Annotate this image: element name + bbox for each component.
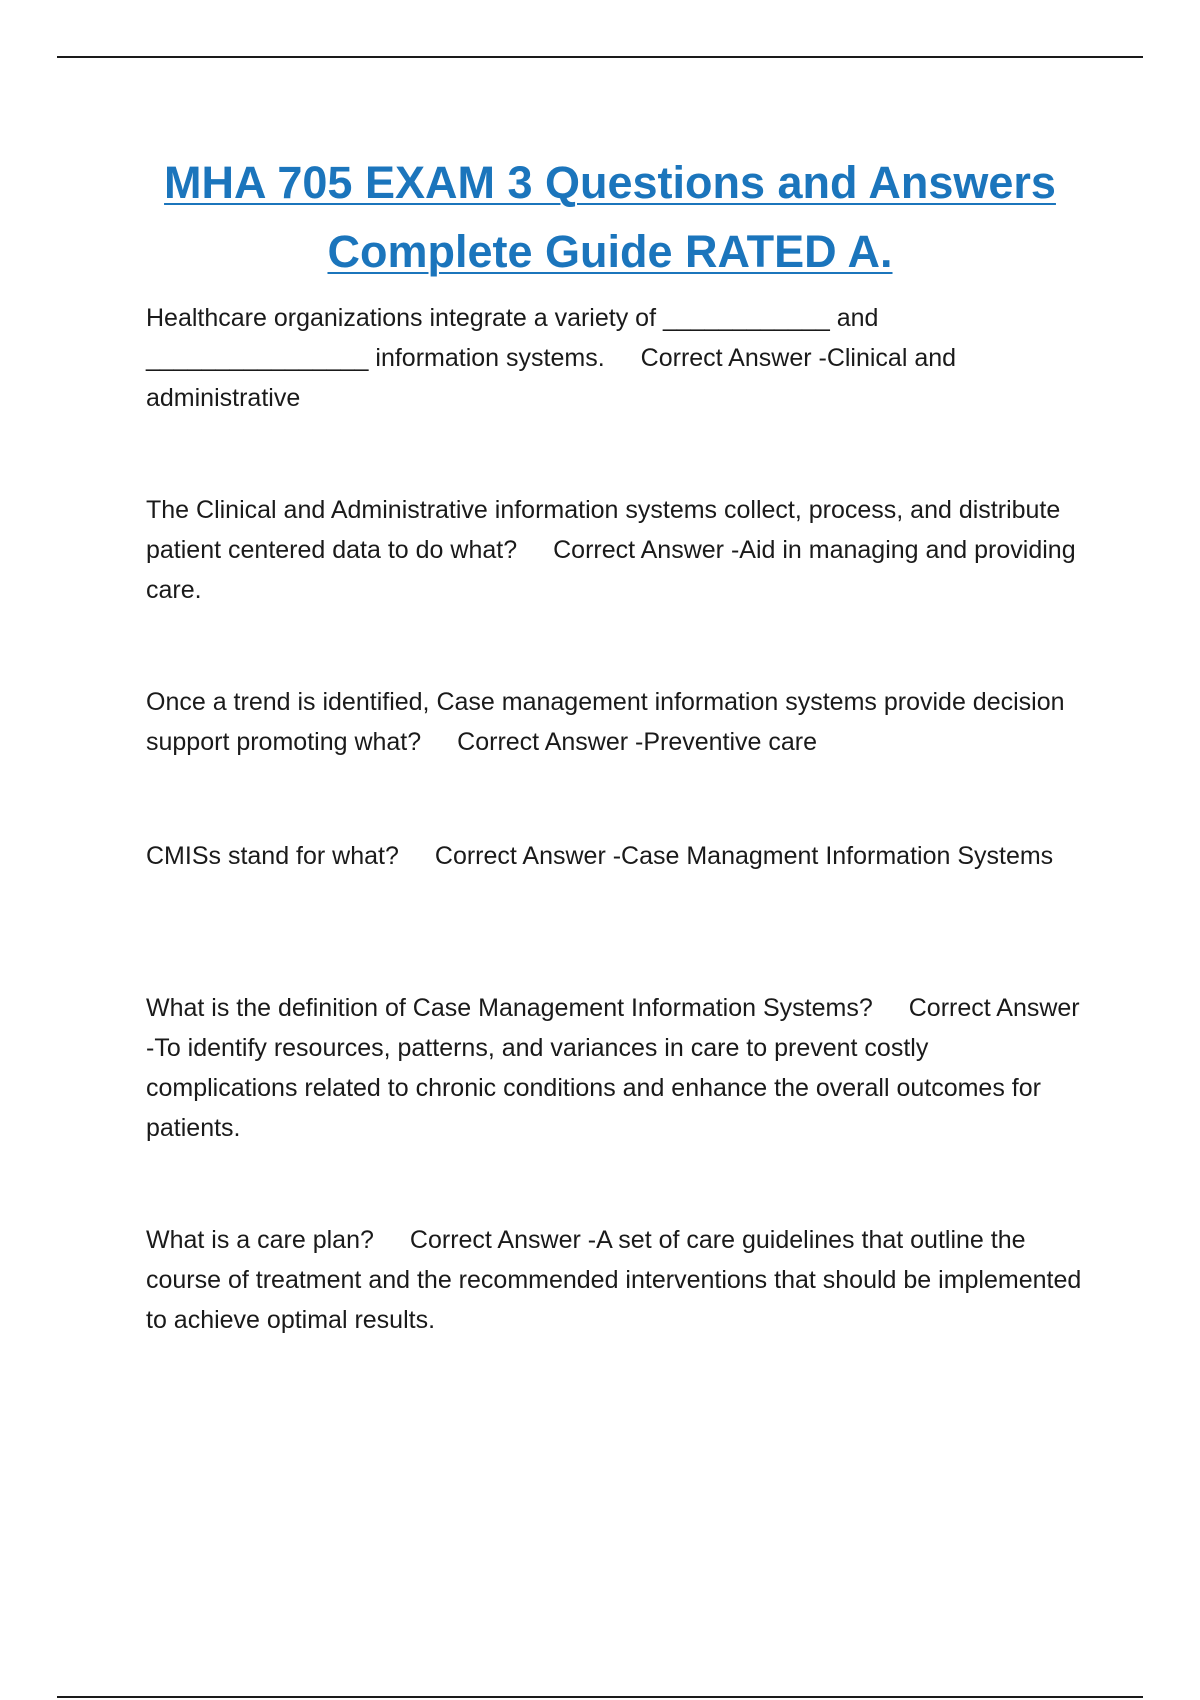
qa-item-3 [146,682,1086,762]
answer-text: Correct Answer -Aid in managing and providing care. [146,536,1076,604]
document-title [110,148,1110,286]
qa-item-1 [146,298,1086,418]
title-line-1: MHA 705 EXAM 3 Questions and Answers [164,157,1056,208]
question-text: CMISs stand for what? [146,842,399,870]
qa-item-4 [146,836,1086,876]
question-text: Once a trend is identified, Case management information systems provide decision support promoting what? [146,688,1065,756]
top-rule [57,56,1143,58]
answer-text: Correct Answer -Clinical and administrative [146,344,957,412]
question-text: Healthcare organizations integrate a variety of ____________ and ________________ information systems. [146,304,879,372]
qa-item-2 [146,490,1086,610]
answer-text: Correct Answer -A set of care guidelines that outline the course of treatment and the recommended interventions that should be implemented to achieve optimal results. [146,1226,1082,1334]
answer-text: Correct Answer -To identify resources, patterns, and variances in care to prevent costly complications related to chronic conditions and enhance the overall outcomes for patients. [146,994,1080,1142]
qa-item-6 [146,1220,1086,1340]
title-line-2: Complete Guide RATED A. [327,226,893,277]
answer-text: Correct Answer -Preventive care [457,728,818,756]
question-text: The Clinical and Administrative information systems collect, process, and distribute patient centered data to do what? [146,496,1061,564]
answer-text: Correct Answer -Case Managment Information Systems [434,842,1054,870]
question-text: What is the definition of Case Management Information Systems? [146,994,873,1022]
qa-item-5 [146,988,1086,1148]
question-text: What is a care plan? [146,1226,374,1254]
bottom-rule [57,1696,1143,1698]
